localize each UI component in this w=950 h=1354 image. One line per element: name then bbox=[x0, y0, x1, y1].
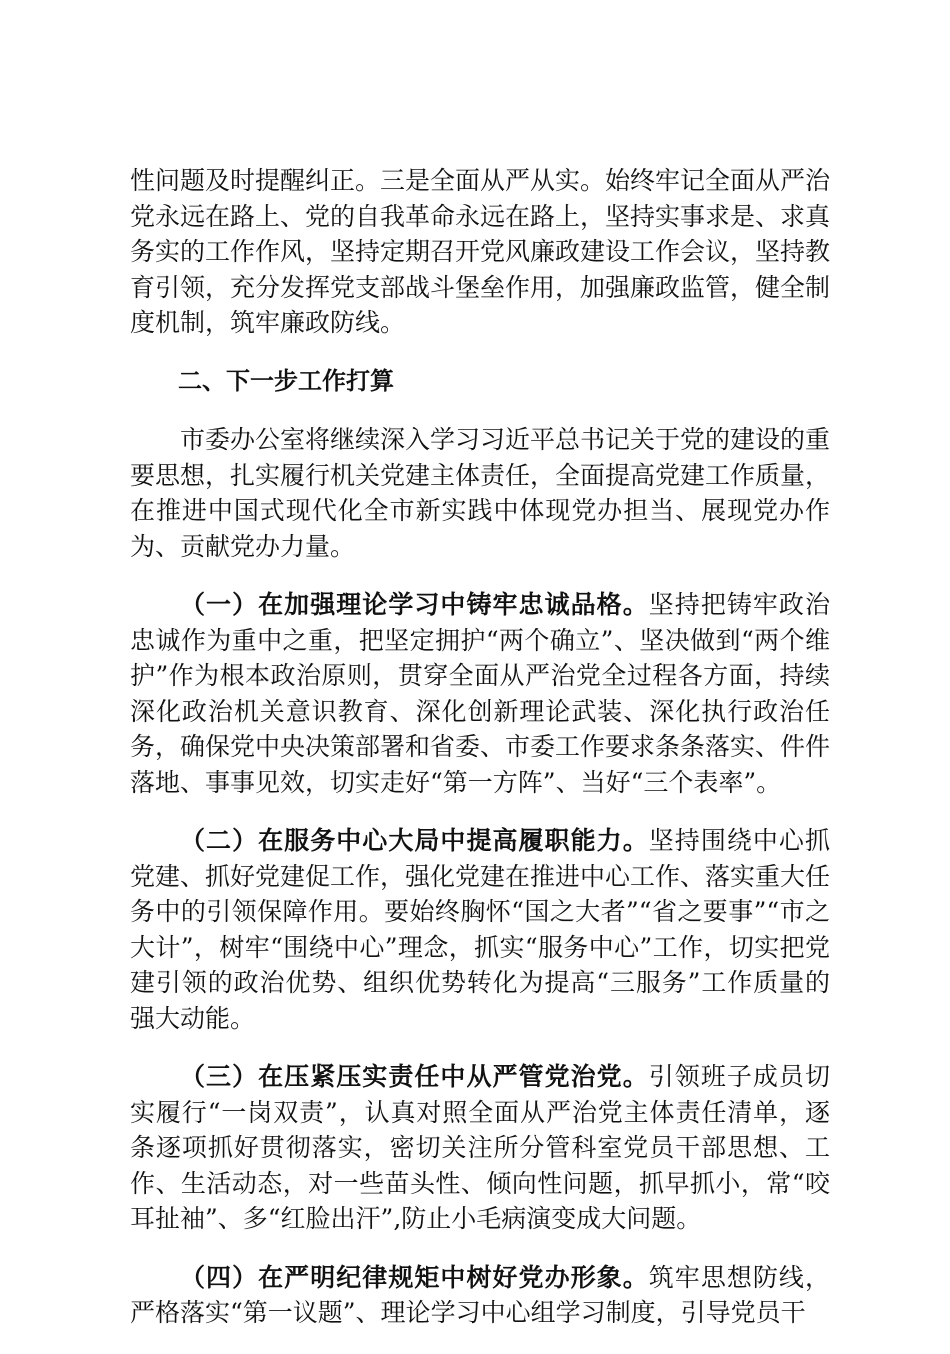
item-3-text: 引领班子成员切实履行“一岗双责”，认真对照全面从严治党主体责任清单，逐条逐项抓好贯彻落实，密切关注所分管科室党员干部思想、工作、生活动态，对一些苗头性、倾向性问题，抓早抓小，常“咬耳扯袖”、多“红脸出汗”,防止小毛病演变成大问题。 bbox=[130, 1062, 830, 1233]
item-2-text: 坚持围绕中心抓党建、抓好党建促工作，强化党建在推进中心工作、落实重大任务中的引领保障作用。要始终胸怀“国之大者”“省之要事”“市之大计”，树牢“围绕中心”理念，抓实“服务中心”工作，切实把党建引领的政治优势、组织优势转化为提高“三服务”工作质量的强大动能。 bbox=[130, 826, 831, 1033]
paragraph-item-4 bbox=[130, 1260, 830, 1331]
paragraph-continuation: 性问题及时提醒纠正。三是全面从严从实。始终牢记全面从严治党永远在路上、党的自我革命永远在路上，坚持实事求是、求真务实的工作作风，坚持定期召开党风廉政建设工作会议，坚持教育引领，充分发挥党支部战斗堡垒作用，加强廉政监管，健全制度机制，筑牢廉政防线。 bbox=[130, 166, 831, 337]
section-heading: 二、下一步工作打算 bbox=[178, 366, 394, 395]
item-1-lead: （一）在加强理论学习中铸牢忠诚品格。 bbox=[180, 590, 649, 619]
paragraph-item-1 bbox=[130, 587, 830, 800]
item-2-lead: （二）在服务中心大局中提高履职能力。 bbox=[180, 826, 649, 855]
item-3-lead: （三）在压紧压实责任中从严管党治党。 bbox=[180, 1062, 649, 1091]
item-4-lead: （四）在严明纪律规矩中树好党办形象。 bbox=[180, 1262, 649, 1292]
paragraph-intro: 市委办公室将继续深入学习习近平总书记关于党的建设的重要思想，扎实履行机关党建主体责任，全面提高党建工作质量，在推进中国式现代化全市新实践中体现党办担当、展现党办作为、贡献党办力量。 bbox=[130, 425, 831, 561]
paragraph-item-3 bbox=[130, 1059, 830, 1237]
item-4-text: 筑牢思想防线，严格落实“第一议题”、理论学习中心组学习制度，引导党员干 bbox=[130, 1262, 830, 1327]
paragraph-item-2 bbox=[130, 823, 830, 1036]
item-1-text: 坚持把铸牢政治忠诚作为重中之重，把坚定拥护“两个确立”、坚决做到“两个维护”作为根本政治原则，贯穿全面从严治党全过程各方面，持续深化政治机关意识教育、深化创新理论武装、深化执行政治任务，确保党中央决策部署和省委、市委工作要求条条落实、件件落地、事事见效，切实走好“第一方阵”、当好“三个表率”。 bbox=[130, 590, 831, 797]
document-body bbox=[130, 163, 830, 1354]
